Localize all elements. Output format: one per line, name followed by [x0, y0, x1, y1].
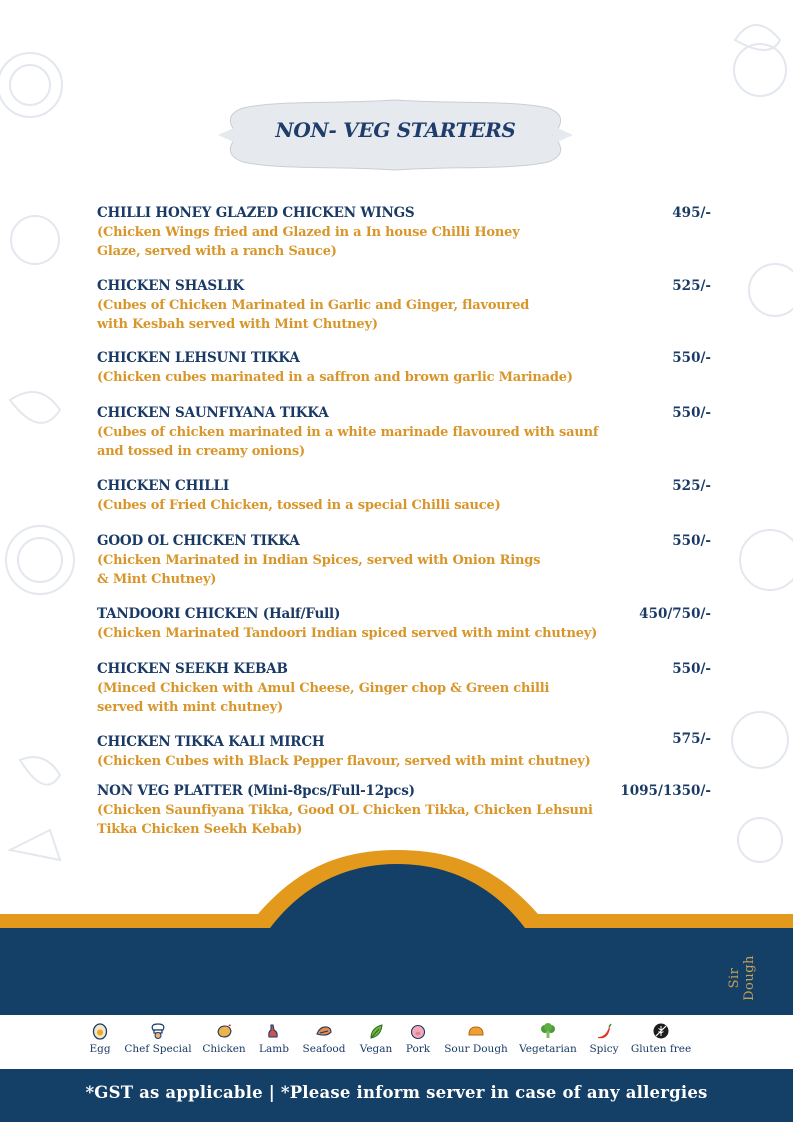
page-title: NON- VEG STARTERS: [275, 118, 516, 142]
item-price: 495/-: [672, 205, 711, 221]
item-description: (Chicken Wings fried and Glazed in a In house Chilli Honey Glaze, served with a ranch Sauce): [97, 225, 520, 259]
footer-bar: [0, 1069, 793, 1122]
legend-item-chef-special: Chef Special: [123, 1022, 193, 1055]
item-name: CHICKEN SEEKH KEBAB: [97, 661, 288, 677]
legend-item-spicy: Spicy: [587, 1022, 621, 1055]
item-price: 525/-: [672, 278, 711, 294]
item-description: (Cubes of Fried Chicken, tossed in a special Chilli sauce): [97, 498, 501, 513]
item-description: (Chicken cubes marinated in a saffron and brown garlic Marinade): [97, 370, 573, 385]
brand-name-vertical: Sir Dough: [727, 955, 757, 1001]
chicken-icon: [215, 1022, 233, 1040]
legend-item-sour-dough: Sour Dough: [443, 1022, 509, 1055]
chef-icon: [149, 1022, 167, 1040]
item-name: GOOD OL CHICKEN TIKKA: [97, 533, 300, 549]
legend-item-vegetarian: Vegetarian: [517, 1022, 579, 1055]
item-price: 550/-: [672, 661, 711, 677]
item-price: 550/-: [672, 350, 711, 366]
item-price: 1095/1350/-: [620, 783, 711, 799]
item-price: 575/-: [672, 731, 711, 747]
lamb-icon: [265, 1022, 283, 1040]
item-name: CHICKEN LEHSUNI TIKKA: [97, 350, 300, 366]
broccoli-icon: [539, 1022, 557, 1040]
legend-item-gluten-free: Gluten free: [629, 1022, 693, 1055]
item-description: (Minced Chicken with Amul Cheese, Ginger chop & Green chilli served with mint chutney): [97, 681, 550, 715]
vegan-leaf-icon: [367, 1022, 385, 1040]
item-price: 525/-: [672, 478, 711, 494]
gluten-free-icon: [652, 1022, 670, 1040]
item-name: TANDOORI CHICKEN (Half/Full): [97, 606, 341, 622]
item-name: CHICKEN SAUNFIYANA TIKKA: [97, 405, 329, 421]
item-description: (Cubes of chicken marinated in a white marinade flavoured with saunf and tossed in creamy onions): [97, 425, 599, 459]
item-description: (Chicken Marinated in Indian Spices, served with Onion Rings & Mint Chutney): [97, 553, 541, 587]
item-description: (Chicken Cubes with Black Pepper flavour, served with mint chutney): [97, 754, 591, 769]
item-name: NON VEG PLATTER (Mini-8pcs/Full-12pcs): [97, 783, 415, 799]
item-name: CHICKEN TIKKA KALI MIRCH: [97, 734, 325, 750]
legend-item-chicken: Chicken: [199, 1022, 249, 1055]
item-price: 550/-: [672, 405, 711, 421]
item-name: CHICKEN SHASLIK: [97, 278, 244, 294]
item-price: 550/-: [672, 533, 711, 549]
dietary-legend: [85, 1022, 705, 1062]
legend-item-egg: Egg: [85, 1022, 115, 1055]
seafood-icon: [315, 1022, 333, 1040]
legend-item-lamb: Lamb: [257, 1022, 291, 1055]
pig-icon: [409, 1022, 427, 1040]
item-name: CHILLI HONEY GLAZED CHICKEN WINGS: [97, 205, 415, 221]
item-description: (Chicken Marinated Tandoori Indian spiced served with mint chutney): [97, 626, 598, 641]
item-description: (Cubes of Chicken Marinated in Garlic and Ginger, flavoured with Kesbah served with Mint Chutney): [97, 298, 530, 332]
decorative-wave-band: [0, 850, 793, 1015]
item-price: 450/750/-: [639, 606, 711, 622]
item-name: CHICKEN CHILLI: [97, 478, 229, 494]
footer-note: *GST as applicable | *Please inform server in case of any allergies: [85, 1083, 708, 1102]
legend-item-pork: Pork: [401, 1022, 435, 1055]
item-description: (Chicken Saunfiyana Tikka, Good OL Chicken Tikka, Chicken Lehsuni Tikka Chicken Seekh Kebab): [97, 803, 593, 837]
legend-item-seafood: Seafood: [301, 1022, 347, 1055]
bread-icon: [467, 1022, 485, 1040]
egg-icon: [91, 1022, 109, 1040]
legend-item-vegan: Vegan: [357, 1022, 395, 1055]
chilli-icon: [595, 1022, 613, 1040]
